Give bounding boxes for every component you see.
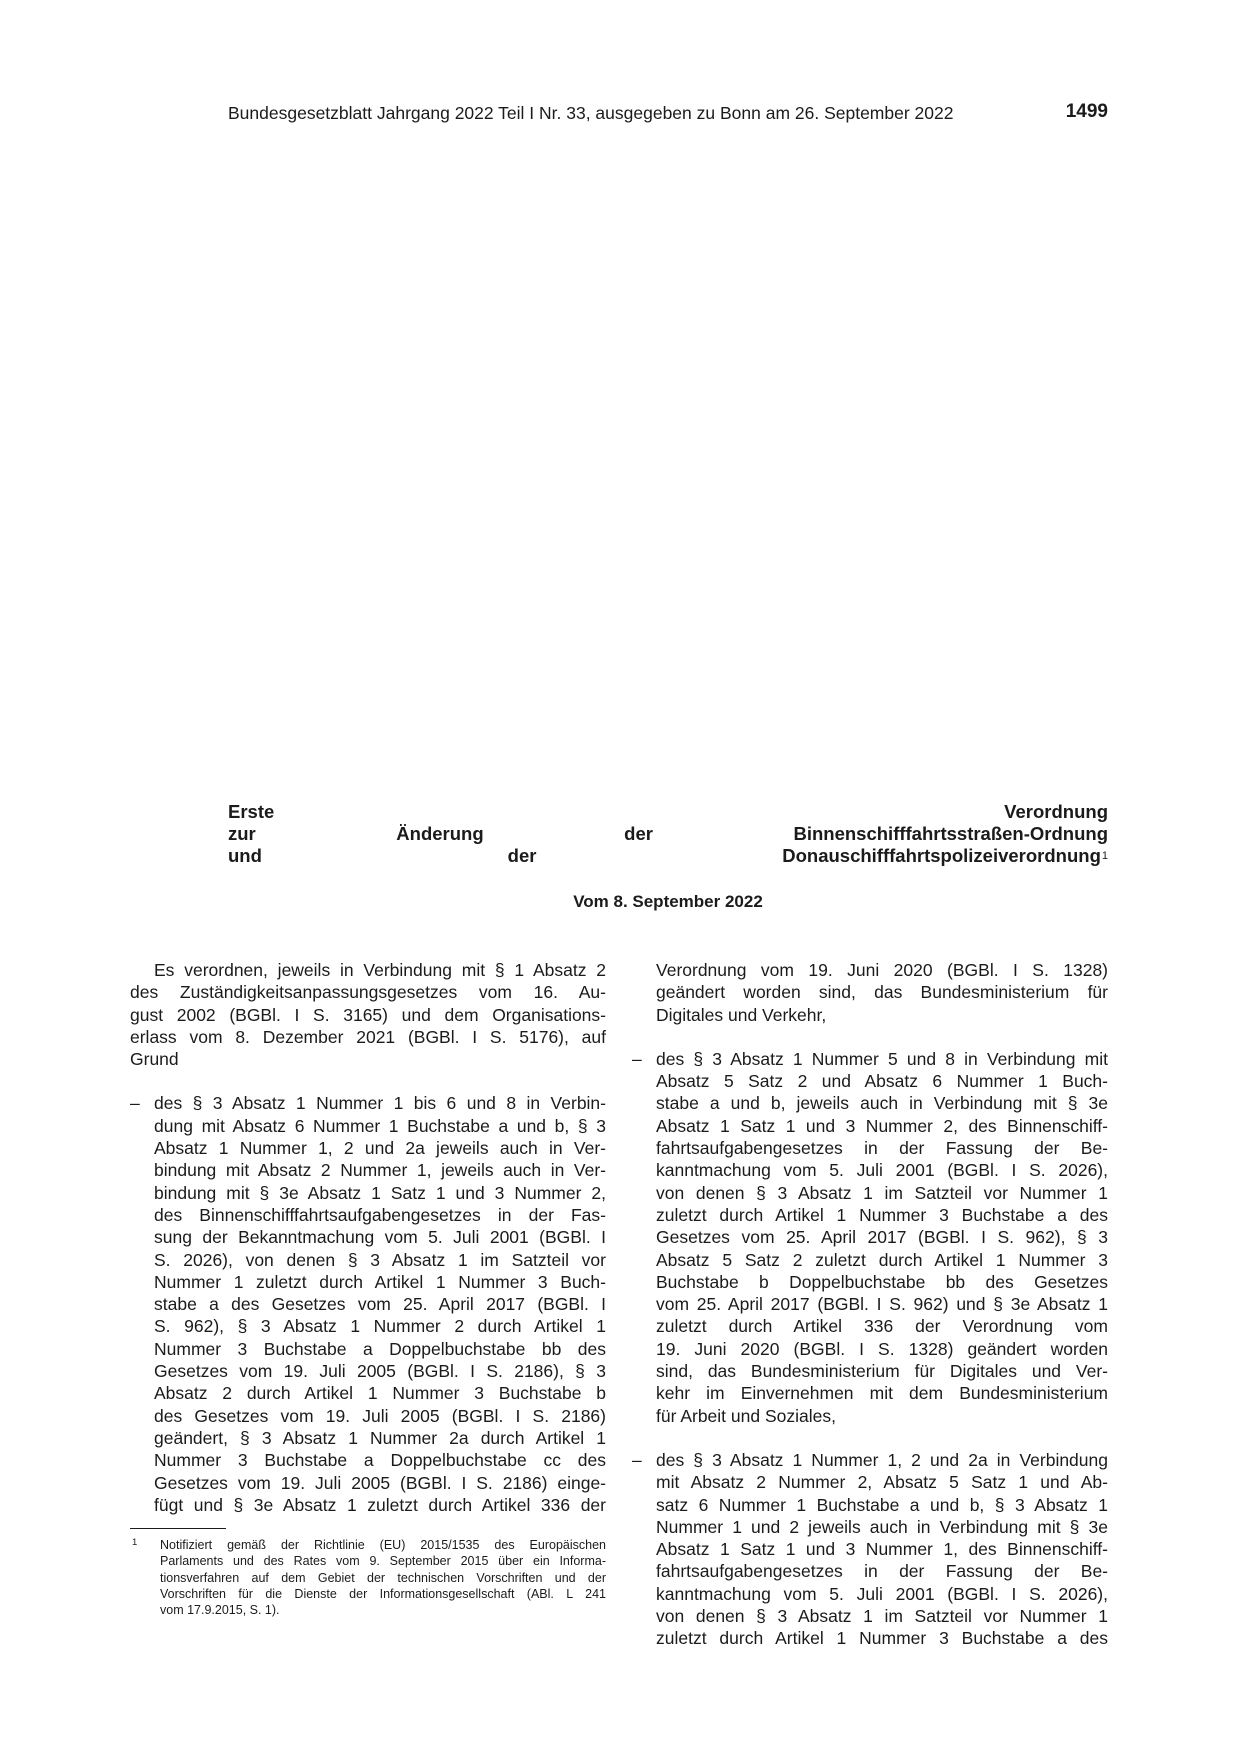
title-line-text: und der Donauschifffahrtspolizeiverordnung [228,845,1101,866]
intro-paragraph-continued [130,981,606,1070]
text-line: bindung mit § 3e Absatz 1 Satz 1 und 3 Nummer 2, [154,1182,606,1203]
text-line: dung mit Absatz 6 Nummer 1 Buchstabe a und b, § 3 [154,1115,606,1136]
text-line: Digitales und Verkehr, [656,1004,827,1025]
text-line: von denen § 3 Absatz 1 im Satzteil vor Nummer 1 [656,1182,1108,1203]
list-dash: – [632,1449,642,1470]
title-line-last [228,845,1108,870]
text-line: Grund [130,1049,179,1070]
list-item [632,1048,1108,1427]
footnote-line: Vorschriften für die Dienste der Informationsgesellschaft (ABl. L 241 [160,1586,606,1601]
title-line: zur Änderung der Binnenschifffahrtsstraßen-Ordnung [228,823,1108,844]
text-line: Gesetzes vom 19. Juli 2005 (BGBl. I S. 2186) einge- [154,1472,606,1493]
page-header [228,101,1108,125]
text-line: erlass vom 8. Dezember 2021 (BGBl. I S. 5176), auf [130,1026,606,1047]
intro-paragraph [130,959,606,981]
footnote-divider [130,1528,226,1529]
text-line: fahrtsaufgabengesetzes in der Fassung der Be- [656,1561,1108,1582]
text-line: bindung mit Absatz 2 Nummer 1, jeweils auch in Ver- [154,1160,606,1181]
list-dash: – [130,1093,140,1114]
text-line: Absatz 1 Satz 1 und 3 Nummer 2, des Binnenschiff- [656,1115,1108,1136]
text-line: kanntmachung vom 5. Juli 2001 (BGBl. I S. 2026), [656,1583,1108,1604]
text-line: 19. Juni 2020 (BGBl. I S. 1328) geändert worden [656,1338,1108,1359]
text-line: stabe a und b, jeweils auch in Verbindung mit § 3e [656,1093,1108,1114]
text-line: des Zuständigkeitsanpassungsgesetzes vom 16. Au- [130,982,606,1003]
text-line: zuletzt durch Artikel 1 Nummer 3 Buchstabe a des [656,1628,1108,1649]
text-line: satz 6 Nummer 1 Buchstabe a und b, § 3 Absatz 1 [656,1494,1108,1515]
continuation-paragraph [632,959,1108,1026]
text-line: Buchstabe b Doppelbuchstabe bb des Gesetzes [656,1271,1108,1292]
footnote [130,1537,606,1618]
footnote-line: Parlaments und des Rates vom 9. September 2015 über ein Informa- [160,1554,606,1569]
gazette-header: Bundesgesetzblatt Jahrgang 2022 Teil I Nr. 33, ausgegeben zu Bonn am 26. September 2022 [228,103,954,123]
text-line: geändert, § 3 Absatz 1 Nummer 2a durch Artikel 1 [154,1427,606,1448]
text-line: Absatz 1 Nummer 1, 2 und 2a jeweils auch in Ver- [154,1138,606,1159]
document-date: Vom 8. September 2022 [573,892,763,911]
list-dash: – [632,1048,642,1069]
text-line: S. 962), § 3 Absatz 1 Nummer 2 durch Artikel 1 [154,1316,606,1337]
list-item [632,1449,1108,1650]
text-line: des § 3 Absatz 1 Nummer 1, 2 und 2a in Verbindung [656,1449,1108,1470]
text-line: Absatz 5 Satz 2 und Absatz 6 Nummer 1 Buch- [656,1071,1108,1092]
text-line: sind, das Bundesministerium für Digitales und Ver- [656,1361,1108,1382]
text-line: zuletzt durch Artikel 336 der Verordnung vom [656,1316,1108,1337]
text-line: kehr im Einvernehmen mit dem Bundesministerium [656,1383,1108,1404]
footnote-line: vom 17.9.2015, S. 1). [160,1603,280,1618]
text-line: geändert worden sind, das Bundesministerium für [656,982,1108,1003]
text-line: Gesetzes vom 25. April 2017 (BGBl. I S. 962), § 3 [656,1227,1108,1248]
text-line: Es verordnen, jeweils in Verbindung mit § 1 Absatz 2 [154,960,606,980]
text-line: mit Absatz 2 Nummer 2, Absatz 5 Satz 1 und Ab- [656,1472,1108,1493]
text-line: für Arbeit und Soziales, [656,1405,836,1426]
right-column [632,959,1108,1650]
text-line: des § 3 Absatz 1 Nummer 5 und 8 in Verbindung mit [656,1048,1108,1069]
footnote-reference[interactable]: 1 [1101,850,1108,862]
text-line: Nummer 1 zuletzt durch Artikel 1 Nummer 3 Buch- [154,1271,606,1292]
text-line: fahrtsaufgabengesetzes in der Fassung der Be- [656,1138,1108,1159]
text-line: Nummer 3 Buchstabe a Doppelbuchstabe bb des [154,1338,606,1359]
text-line: fügt und § 3e Absatz 1 zuletzt durch Artikel 336 der [154,1494,606,1515]
text-line: gust 2002 (BGBl. I S. 3165) und dem Organisations- [130,1004,606,1025]
text-line: Nummer 3 Buchstabe a Doppelbuchstabe cc des [154,1450,606,1471]
text-line: zuletzt durch Artikel 1 Nummer 3 Buchstabe a des [656,1204,1108,1225]
footnote-body [130,1537,606,1618]
document-title [228,801,1108,870]
text-line: stabe a des Gesetzes vom 25. April 2017 (BGBl. I [154,1294,606,1315]
text-line: sung der Bekanntmachung vom 5. Juli 2001 (BGBl. I [154,1227,606,1248]
text-line: S. 2026), von denen § 3 Absatz 1 im Satzteil vor [154,1249,606,1270]
text-line: Absatz 1 Satz 1 und 3 Nummer 1, des Binnenschiff- [656,1539,1108,1560]
text-line: des § 3 Absatz 1 Nummer 1 bis 6 und 8 in Verbin- [154,1093,606,1114]
list-item [130,1092,606,1516]
footnote-mark: 1 [132,1537,138,1548]
text-line: Nummer 1 und 2 jeweils auch in Verbindung mit § 3e [656,1516,1108,1537]
text-line: des Gesetzes vom 19. Juli 2005 (BGBl. I S. 2186) [154,1405,606,1426]
text-line: von denen § 3 Absatz 1 im Satzteil vor Nummer 1 [656,1606,1108,1627]
text-line: Gesetzes vom 19. Juli 2005 (BGBl. I S. 2186), § 3 [154,1361,606,1382]
text-line: des Binnenschifffahrtsaufgabengesetzes in der Fas- [154,1204,606,1225]
text-line: Absatz 5 Satz 2 zuletzt durch Artikel 1 Nummer 3 [656,1249,1108,1270]
text-line: kanntmachung vom 5. Juli 2001 (BGBl. I S. 2026), [656,1160,1108,1181]
footnote-line: tionsverfahren auf dem Gebiet der technischen Vorschriften und der [160,1570,606,1585]
text-line: vom 25. April 2017 (BGBl. I S. 962) und § 3e Absatz 1 [656,1294,1108,1315]
title-line: Erste Verordnung [228,801,1108,822]
left-column [130,959,606,1516]
text-line: Absatz 2 durch Artikel 1 Nummer 3 Buchstabe b [154,1383,606,1404]
page-number: 1499 [1065,101,1108,122]
footnote-line: Notifiziert gemäß der Richtlinie (EU) 2015/1535 des Europäischen [160,1538,606,1552]
text-line: Verordnung vom 19. Juni 2020 (BGBl. I S. 1328) [656,960,1108,980]
